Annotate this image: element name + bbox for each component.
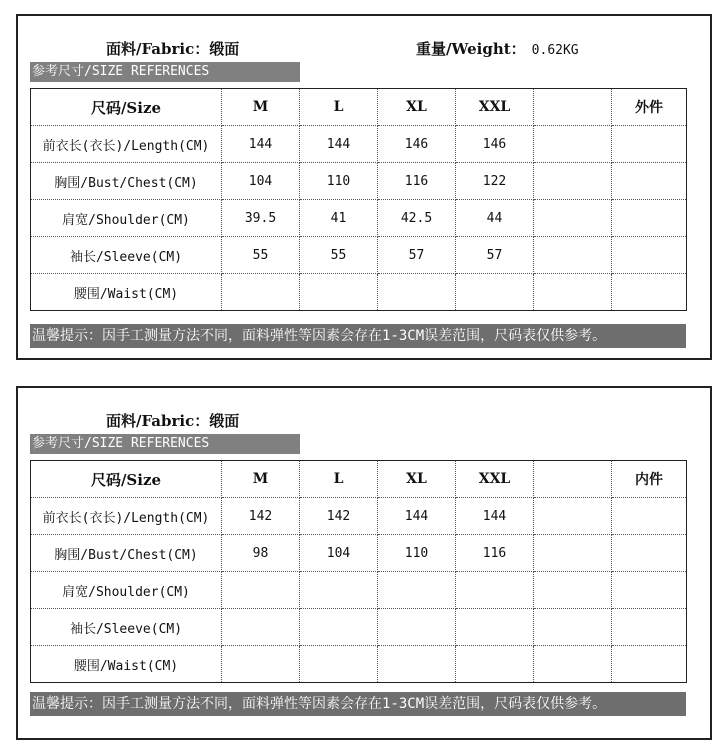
size-chart-inner bbox=[16, 386, 712, 740]
fabric-info bbox=[106, 38, 239, 59]
table-cell: 44 bbox=[456, 200, 534, 237]
header-cell: 尺码/Size bbox=[31, 461, 222, 498]
table-cell: 41 bbox=[300, 200, 378, 237]
table-row bbox=[31, 126, 687, 163]
table-cell: 肩宽/Shoulder(CM) bbox=[31, 200, 222, 237]
fabric-weight-row bbox=[18, 38, 710, 58]
header-cell: XXL bbox=[456, 89, 534, 126]
table-cell bbox=[534, 126, 612, 163]
table-cell bbox=[612, 609, 687, 646]
table-cell: 腰围/Waist(CM) bbox=[31, 646, 222, 683]
table-cell: 104 bbox=[222, 163, 300, 200]
fabric-label: 面料/Fabric： bbox=[106, 412, 210, 430]
table-cell bbox=[300, 609, 378, 646]
measurement-note: 温馨提示：因手工测量方法不同，面料弹性等因素会存在1-3CM误差范围，尺码表仅供参考。 bbox=[30, 324, 686, 348]
header-cell: L bbox=[300, 461, 378, 498]
table-cell: 55 bbox=[222, 237, 300, 274]
header-cell bbox=[534, 89, 612, 126]
measurement-note: 温馨提示：因手工测量方法不同，面料弹性等因素会存在1-3CM误差范围，尺码表仅供参考。 bbox=[30, 692, 686, 716]
table-cell: 104 bbox=[300, 535, 378, 572]
table-cell: 146 bbox=[378, 126, 456, 163]
header-cell: 外件 bbox=[612, 89, 687, 126]
table-header-row bbox=[31, 89, 687, 126]
table-cell: 142 bbox=[222, 498, 300, 535]
table-cell: 前衣长(衣长)/Length(CM) bbox=[31, 498, 222, 535]
table-cell bbox=[222, 274, 300, 311]
table-cell: 144 bbox=[300, 126, 378, 163]
header-cell: L bbox=[300, 89, 378, 126]
table-cell: 肩宽/Shoulder(CM) bbox=[31, 572, 222, 609]
table-cell: 122 bbox=[456, 163, 534, 200]
table-cell bbox=[534, 200, 612, 237]
header-cell: XL bbox=[378, 461, 456, 498]
table-cell bbox=[534, 274, 612, 311]
table-row bbox=[31, 646, 687, 683]
table-cell bbox=[300, 646, 378, 683]
fabric-info bbox=[106, 410, 239, 431]
table-cell bbox=[612, 498, 687, 535]
table-cell bbox=[378, 609, 456, 646]
table-cell: 144 bbox=[456, 498, 534, 535]
table-cell bbox=[534, 535, 612, 572]
table-row bbox=[31, 572, 687, 609]
table-cell bbox=[534, 572, 612, 609]
table-cell: 110 bbox=[378, 535, 456, 572]
table-cell: 57 bbox=[456, 237, 534, 274]
fabric-label: 面料/Fabric： bbox=[106, 40, 210, 58]
table-cell: 110 bbox=[300, 163, 378, 200]
table-cell: 前衣长(衣长)/Length(CM) bbox=[31, 126, 222, 163]
table-cell: 57 bbox=[378, 237, 456, 274]
table-cell bbox=[534, 163, 612, 200]
table-header-row bbox=[31, 461, 687, 498]
table-cell bbox=[456, 274, 534, 311]
table-cell: 144 bbox=[222, 126, 300, 163]
table-row bbox=[31, 200, 687, 237]
table-cell: 39.5 bbox=[222, 200, 300, 237]
table-cell bbox=[612, 572, 687, 609]
header-cell: M bbox=[222, 89, 300, 126]
table-cell bbox=[534, 609, 612, 646]
table-cell bbox=[612, 646, 687, 683]
table-cell bbox=[300, 274, 378, 311]
table-cell bbox=[612, 163, 687, 200]
table-cell: 胸围/Bust/Chest(CM) bbox=[31, 163, 222, 200]
table-cell bbox=[612, 200, 687, 237]
size-references-title: 参考尺寸/SIZE REFERENCES bbox=[30, 434, 300, 454]
header-cell: M bbox=[222, 461, 300, 498]
size-table bbox=[30, 460, 687, 683]
fabric-value: 缎面 bbox=[209, 412, 240, 430]
table-cell: 146 bbox=[456, 126, 534, 163]
table-cell: 98 bbox=[222, 535, 300, 572]
size-table bbox=[30, 88, 687, 311]
header-cell: XXL bbox=[456, 461, 534, 498]
table-cell bbox=[612, 237, 687, 274]
table-cell bbox=[534, 498, 612, 535]
table-cell: 袖长/Sleeve(CM) bbox=[31, 609, 222, 646]
table-row bbox=[31, 535, 687, 572]
table-cell bbox=[534, 237, 612, 274]
table-row bbox=[31, 163, 687, 200]
table-cell: 144 bbox=[378, 498, 456, 535]
table-cell bbox=[378, 572, 456, 609]
table-cell bbox=[612, 126, 687, 163]
table-cell bbox=[378, 274, 456, 311]
table-cell: 55 bbox=[300, 237, 378, 274]
table-cell: 腰围/Waist(CM) bbox=[31, 274, 222, 311]
table-cell bbox=[222, 646, 300, 683]
weight-value: 0.62KG bbox=[531, 43, 579, 58]
table-cell: 胸围/Bust/Chest(CM) bbox=[31, 535, 222, 572]
table-cell bbox=[456, 646, 534, 683]
table-cell bbox=[222, 609, 300, 646]
header-cell: 内件 bbox=[612, 461, 687, 498]
weight-label: 重量/Weight： bbox=[416, 40, 526, 58]
table-cell bbox=[456, 572, 534, 609]
table-cell bbox=[534, 646, 612, 683]
table-cell bbox=[222, 572, 300, 609]
table-cell bbox=[612, 535, 687, 572]
table-row bbox=[31, 237, 687, 274]
table-cell: 142 bbox=[300, 498, 378, 535]
weight-info bbox=[416, 38, 579, 59]
table-cell: 42.5 bbox=[378, 200, 456, 237]
header-cell: 尺码/Size bbox=[31, 89, 222, 126]
header-cell: XL bbox=[378, 89, 456, 126]
table-cell: 116 bbox=[456, 535, 534, 572]
table-cell bbox=[300, 572, 378, 609]
table-cell bbox=[378, 646, 456, 683]
table-row bbox=[31, 274, 687, 311]
table-row bbox=[31, 609, 687, 646]
size-chart-outer bbox=[16, 14, 712, 360]
fabric-value: 缎面 bbox=[209, 40, 240, 58]
table-cell bbox=[612, 274, 687, 311]
table-cell: 袖长/Sleeve(CM) bbox=[31, 237, 222, 274]
table-cell: 116 bbox=[378, 163, 456, 200]
table-row bbox=[31, 498, 687, 535]
fabric-row bbox=[18, 410, 710, 430]
size-references-title: 参考尺寸/SIZE REFERENCES bbox=[30, 62, 300, 82]
header-cell bbox=[534, 461, 612, 498]
table-cell bbox=[456, 609, 534, 646]
